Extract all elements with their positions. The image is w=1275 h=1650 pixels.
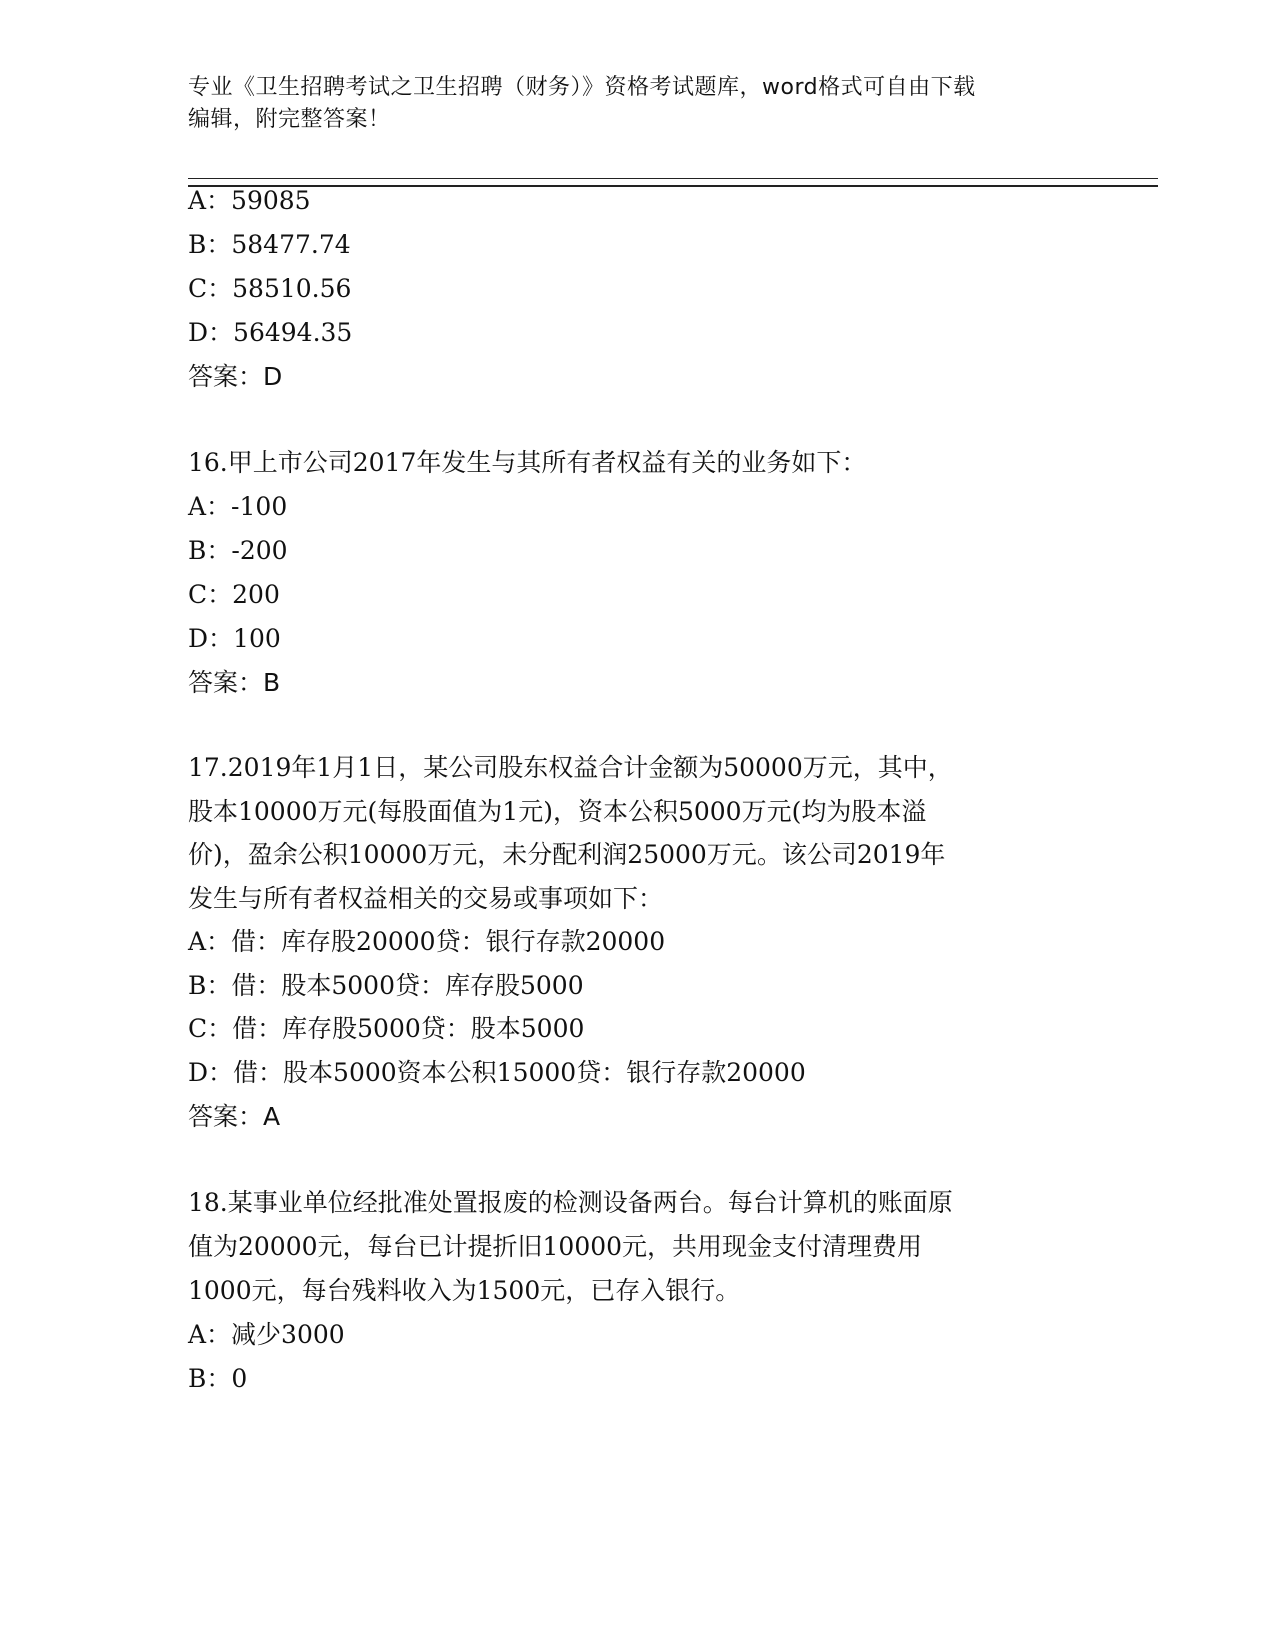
q15-option-c: C：58510.56 [188, 274, 352, 303]
q17-option-c: C：借：库存股5000贷：股本5000 [188, 1014, 585, 1043]
q18-question-line-1: 18.某事业单位经批准处置报废的检测设备两台。每台计算机的账面原 [188, 1188, 953, 1217]
q15-option-a: A：59085 [188, 186, 311, 215]
q17-option-a: A：借：库存股20000贷：银行存款20000 [188, 927, 666, 956]
q16-answer: 答案：B [188, 668, 281, 697]
header-line-1: 专业《卫生招聘考试之卫生招聘（财务）》资格考试题库，word格式可自由下载 [188, 75, 976, 100]
q17-answer: 答案：A [188, 1102, 281, 1131]
q16-option-d: D：100 [188, 624, 281, 653]
q15-option-b: B：58477.74 [188, 230, 351, 259]
q18-option-b: B：0 [188, 1364, 248, 1393]
header-divider [188, 178, 1158, 187]
q16-question: 16.甲上市公司2017年发生与其所有者权益有关的业务如下： [188, 448, 867, 477]
q17-option-d: D：借：股本5000资本公积15000贷：银行存款20000 [188, 1058, 806, 1087]
q17-question-line-3: 价)，盈余公积10000万元，未分配利润25000万元。该公司2019年 [188, 840, 946, 869]
q15-option-d: D：56494.35 [188, 318, 353, 347]
q18-question-line-2: 值为20000元，每台已计提折旧10000元，共用现金支付清理费用 [188, 1232, 923, 1261]
q15-answer: 答案：D [188, 362, 283, 391]
q17-question-line-2: 股本10000万元(每股面值为1元)，资本公积5000万元(均为股本溢 [188, 797, 927, 826]
q16-option-b: B：-200 [188, 536, 288, 565]
q17-question-line-1: 17.2019年1月1日，某公司股东权益合计金额为50000万元，其中， [188, 753, 953, 782]
header-line-2: 编辑，附完整答案！ [188, 107, 391, 132]
q17-question-line-4: 发生与所有者权益相关的交易或事项如下： [188, 884, 664, 913]
q18-question-line-3: 1000元，每台残料收入为1500元，已存入银行。 [188, 1276, 741, 1305]
q16-option-a: A：-100 [188, 492, 288, 521]
q18-option-a: A：减少3000 [188, 1320, 345, 1349]
q16-option-c: C：200 [188, 580, 280, 609]
document-header [188, 72, 1088, 136]
q17-option-b: B：借：股本5000贷：库存股5000 [188, 971, 584, 1000]
